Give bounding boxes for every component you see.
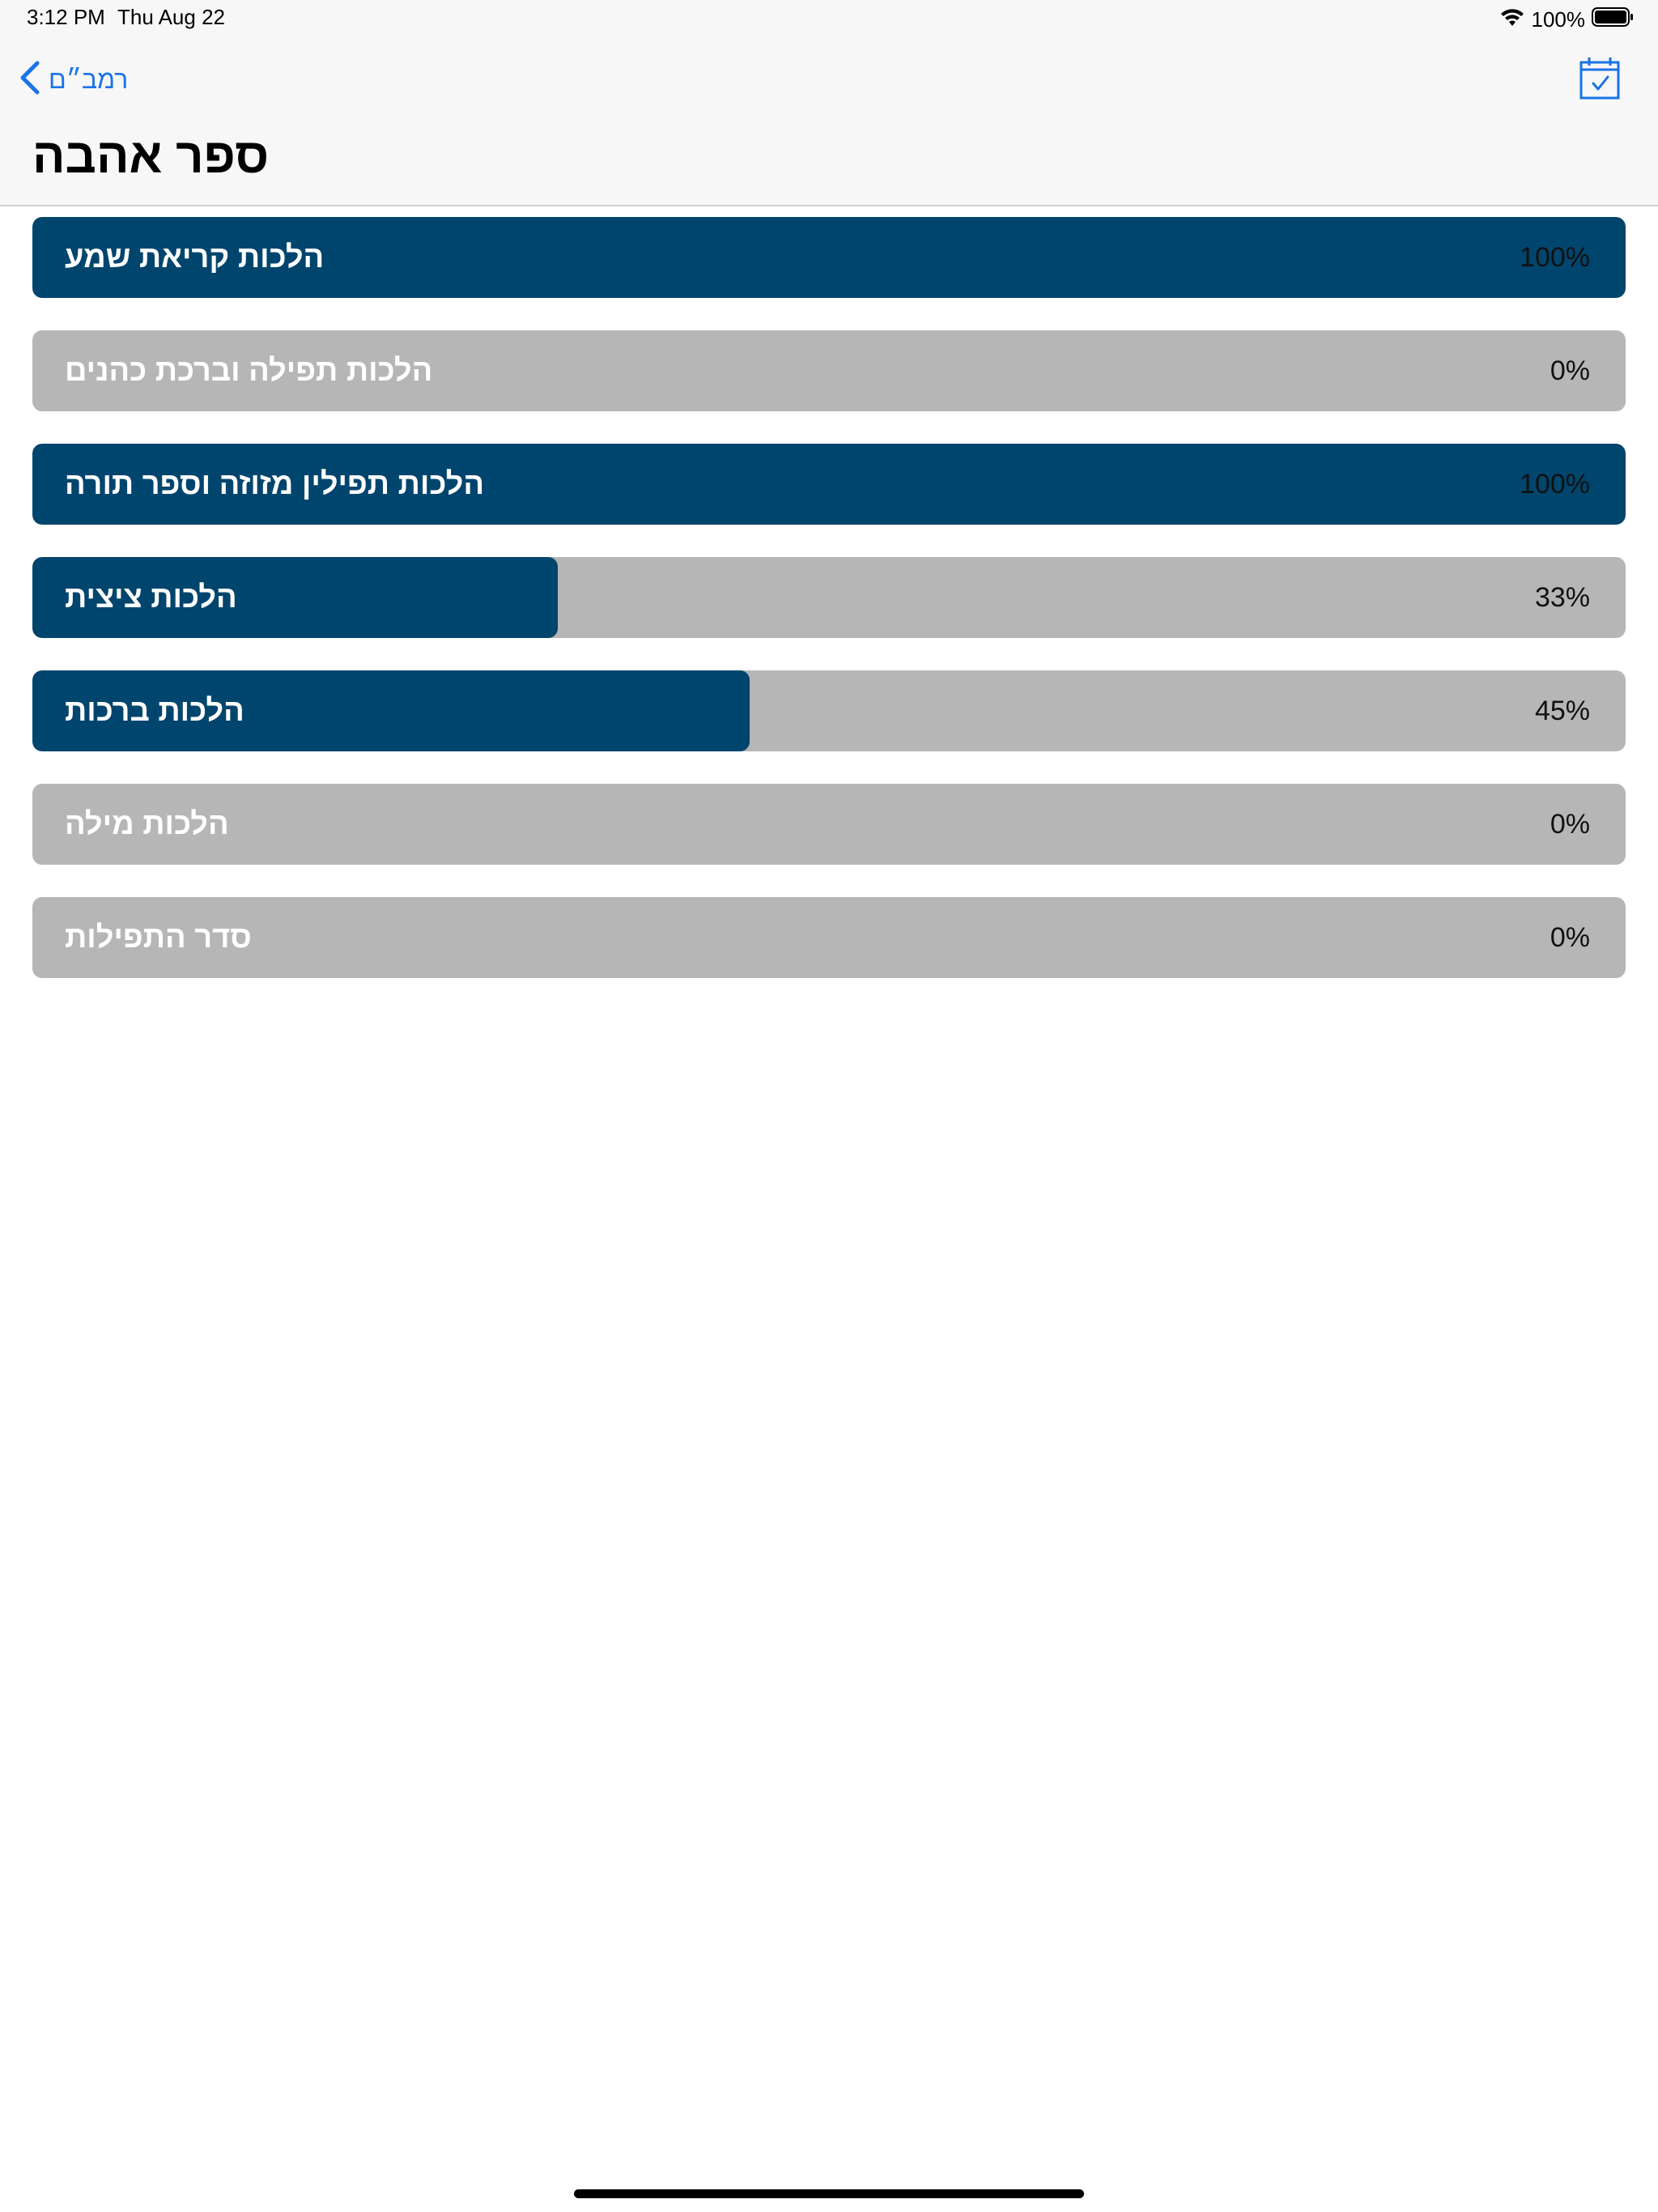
- list-item[interactable]: [32, 330, 1626, 411]
- back-label: רמב״ם: [49, 64, 129, 94]
- item-percent: 0%: [1550, 355, 1590, 386]
- calendar-button[interactable]: [1577, 55, 1624, 102]
- battery-icon: [1592, 6, 1634, 33]
- item-label: הלכות ציצית: [65, 581, 237, 615]
- item-percent: 45%: [1534, 696, 1590, 726]
- list-item[interactable]: [32, 444, 1626, 525]
- home-indicator[interactable]: [574, 2189, 1084, 2198]
- progress-list: [32, 217, 1626, 1010]
- item-percent: 100%: [1520, 242, 1590, 273]
- battery-percent: 100%: [1531, 6, 1585, 32]
- list-item[interactable]: [32, 557, 1626, 638]
- chevron-left-icon: [18, 60, 42, 100]
- item-label: הלכות תפילה וברכת כהנים: [65, 354, 433, 388]
- list-item[interactable]: [32, 670, 1626, 751]
- page-title: ספר אהבה: [32, 129, 270, 183]
- status-bar: [0, 0, 1658, 39]
- item-label: הלכות ברכות: [65, 694, 244, 728]
- status-date: Thu Aug 22: [117, 5, 225, 29]
- item-label: הלכות תפילין מזוזה וספר תורה: [65, 467, 485, 501]
- back-button[interactable]: [18, 57, 128, 102]
- list-item[interactable]: [32, 217, 1626, 298]
- calendar-check-icon: [1577, 91, 1624, 105]
- item-percent: 33%: [1534, 582, 1590, 613]
- list-item[interactable]: [32, 784, 1626, 865]
- item-label: הלכות מילה: [65, 807, 229, 841]
- item-label: סדר התפילות: [65, 921, 252, 955]
- item-percent: 100%: [1520, 469, 1590, 500]
- navigation-bar: [0, 39, 1658, 206]
- item-percent: 0%: [1550, 809, 1590, 840]
- item-percent: 0%: [1550, 922, 1590, 953]
- status-indicators: [1499, 5, 1635, 34]
- list-item[interactable]: [32, 897, 1626, 978]
- item-label: הלכות קריאת שמע: [65, 240, 325, 274]
- wifi-icon: [1499, 6, 1525, 33]
- status-time: 3:12 PM: [27, 5, 105, 29]
